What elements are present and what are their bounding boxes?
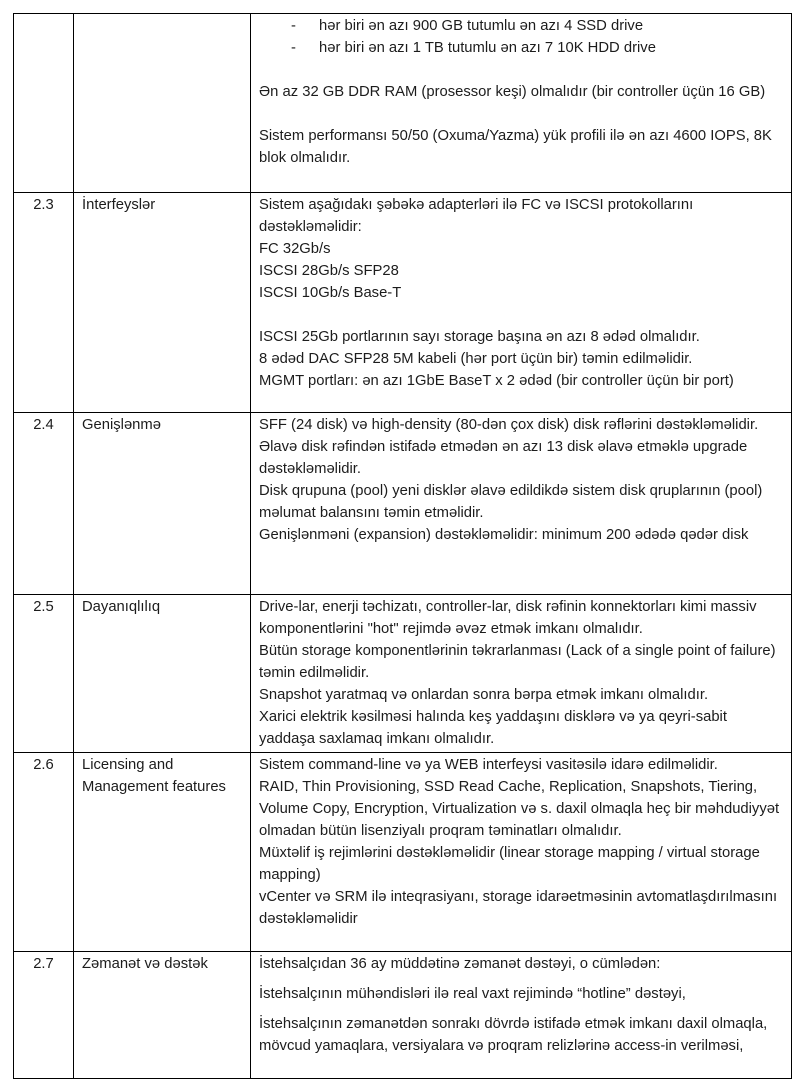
row-label-cell: Zəmanət və dəstək bbox=[74, 952, 251, 1079]
bullet-item bbox=[259, 15, 783, 37]
table-row bbox=[14, 193, 792, 413]
row-number-cell: 2.5 bbox=[14, 595, 74, 753]
content-paragraph: vCenter və SRM ilə inteqrasiyanı, storage idarəetməsinin avtomatlaşdırılmasını dəstəkləməlidir bbox=[259, 889, 778, 927]
content-paragraph: Bütün storage komponentlərinin təkrarlanması (Lack of a single point of failure) təmin edilməlidir. bbox=[259, 643, 776, 681]
row-label-cell: Genişlənmə bbox=[74, 413, 251, 595]
content-paragraph: İstehsalçıdan 36 ay müddətinə zəmanət dəstəyi, o cümlədən: bbox=[259, 956, 661, 972]
row-label-cell: İnterfeyslər bbox=[74, 193, 251, 413]
row-number-cell bbox=[14, 14, 74, 193]
content-paragraph: FC 32Gb/s bbox=[259, 241, 331, 257]
content-paragraph: Genişlənməni (expansion) dəstəkləməlidir: minimum 200 ədədə qədər disk bbox=[259, 527, 749, 543]
content-paragraph: Disk qrupuna (pool) yeni disklər əlavə edildikdə sistem disk qruplarının (pool) məlumat balansını təmin etməlidir. bbox=[259, 483, 763, 521]
blank-line bbox=[259, 59, 783, 81]
spec-table-body bbox=[14, 14, 792, 1079]
content-paragraph: Drive-lar, enerji təchizatı, controller-lar, disk rəfinin konnektorları kimi massiv komponentlərini "hot" rejimdə əvəz etmək imkanı olmalıdır. bbox=[259, 599, 757, 637]
content-paragraph: Sistem aşağıdakı şəbəkə adapterləri ilə FC və ISCSI protokollarını dəstəkləməlidir: bbox=[259, 197, 694, 235]
content-paragraph: ISCSI 10Gb/s Base-T bbox=[259, 285, 402, 301]
content-paragraph: Sistem performansı 50/50 (Oxuma/Yazma) yük profili ilə ən azı 4600 IOPS, 8K blok olmalıdır. bbox=[259, 128, 772, 166]
content-paragraph: Müxtəlif iş rejimlərini dəstəkləməlidir (linear storage mapping / virtual storage mapping) bbox=[259, 845, 760, 883]
content-paragraph: 8 ədəd DAC SFP28 5M kabeli (hər port üçün bir) təmin edilməlidir. bbox=[259, 351, 693, 367]
row-number-cell: 2.4 bbox=[14, 413, 74, 595]
table-row bbox=[14, 595, 792, 753]
bullet-text: hər biri ən azı 1 TB tutumlu ən azı 7 10K HDD drive bbox=[319, 40, 656, 56]
table-row bbox=[14, 413, 792, 595]
row-content-cell bbox=[251, 595, 792, 753]
row-number-cell: 2.3 bbox=[14, 193, 74, 413]
content-paragraph: Xarici elektrik kəsilməsi halında keş yaddaşını disklərə və ya qeyri-sabit yaddaşa saxlamaq imkanı olmalıdır. bbox=[259, 709, 727, 747]
content-paragraph: İstehsalçının zəmanətdən sonrakı dövrdə istifadə etmək imkanı daxil olmaqla, mövcud yamaqlara, versiyalara və proqram relizlərinə access-in verilməsi, bbox=[259, 1016, 768, 1054]
row-content-cell bbox=[251, 413, 792, 595]
row-label-cell bbox=[74, 14, 251, 193]
content-paragraph: Əlavə disk rəfindən istifadə etmədən ən azı 13 disk əlavə etməklə upgrade dəstəkləməlidir. bbox=[259, 439, 748, 477]
row-content-cell bbox=[251, 952, 792, 1079]
content-paragraph: Snapshot yaratmaq və onlardan sonra bərpa etmək imkanı olmalıdır. bbox=[259, 687, 709, 703]
content-paragraph: RAID, Thin Provisioning, SSD Read Cache, Replication, Snapshots, Tiering, Volume Copy, Encryption, Virtualization və s. daxil olmaqla heç bir məhdudiyyət olmadan bütün lisenziyalı proqram təminatları olmalıdır. bbox=[259, 779, 780, 839]
row-number-cell: 2.7 bbox=[14, 952, 74, 1079]
content-paragraph: MGMT portları: ən azı 1GbE BaseT x 2 ədəd (bir controller üçün bir port) bbox=[259, 373, 734, 389]
bullet-dash-icon: - bbox=[291, 18, 296, 34]
row-number-cell: 2.6 bbox=[14, 753, 74, 952]
table-row bbox=[14, 952, 792, 1079]
row-content-cell bbox=[251, 753, 792, 952]
content-paragraph: SFF (24 disk) və high-density (80-dən çox disk) disk rəflərini dəstəkləməlidir. bbox=[259, 417, 759, 433]
content-paragraph: Sistem command-line və ya WEB interfeysi vasitəsilə idarə edilməlidir. bbox=[259, 757, 718, 773]
bullet-text: hər biri ən azı 900 GB tutumlu ən azı 4 SSD drive bbox=[319, 18, 644, 34]
bullet-dash-icon: - bbox=[291, 40, 296, 56]
blank-line bbox=[259, 103, 783, 125]
bullet-item bbox=[259, 37, 783, 59]
content-paragraph: ISCSI 28Gb/s SFP28 bbox=[259, 263, 399, 279]
row-label-cell: Dayanıqlılıq bbox=[74, 595, 251, 753]
table-row bbox=[14, 14, 792, 193]
row-content-cell bbox=[251, 14, 792, 193]
blank-line bbox=[259, 304, 783, 326]
content-paragraph: Ən az 32 GB DDR RAM (prosessor keşi) olmalıdır (bir controller üçün 16 GB) bbox=[259, 84, 766, 100]
row-content-cell bbox=[251, 193, 792, 413]
spec-table bbox=[13, 13, 792, 1079]
content-paragraph: İstehsalçının mühəndisləri ilə real vaxt rejimində “hotline” dəstəyi, bbox=[259, 986, 686, 1002]
content-paragraph: ISCSI 25Gb portlarının sayı storage başına ən azı 8 ədəd olmalıdır. bbox=[259, 329, 700, 345]
row-label-cell: Licensing and Management features bbox=[74, 753, 251, 952]
table-row bbox=[14, 753, 792, 952]
